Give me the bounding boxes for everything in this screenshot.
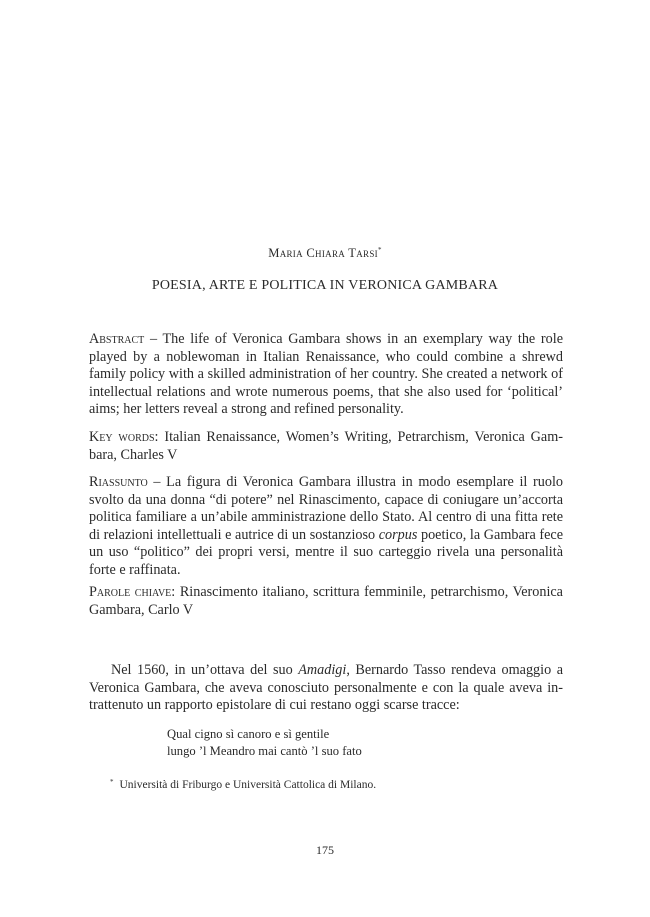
verse-line-1: Qual cigno sì canoro e sì gentile: [167, 727, 330, 741]
riassunto-line-4: [89, 527, 563, 545]
keywords-block: [89, 429, 563, 464]
body-italic-amadigi: Amadigi: [298, 662, 347, 678]
riassunto-line-4-start: di relazioni intellettuali e autrice di un sostanzioso: [89, 526, 379, 543]
riassunto-line-2: svolto da una donna “di potere” nel Rinascimento, capace di coniugare un’accorta: [89, 491, 563, 508]
parole-chiave-block: [89, 584, 563, 619]
riassunto-line-4-end: poetico, la Gambara fece: [417, 526, 563, 543]
body-line-3: trattenuto un rapporto epistolare di cui restano oggi scarse tracce:: [89, 697, 460, 713]
abstract-line-1: [89, 331, 563, 349]
author-footnote-mark: *: [377, 246, 382, 254]
body-line-1-end: , Bernardo Tasso rendeva omaggio a: [346, 662, 564, 678]
keywords-line-2: bara, Charles V: [89, 446, 178, 463]
keywords-heading: Key words: [89, 429, 155, 445]
parole-text: : Rinascimento italiano, scrittura femminile, petrarchismo, Veronica: [171, 584, 563, 600]
footnote-mark: *: [110, 778, 114, 786]
author-name: [0, 246, 650, 261]
parole-line-1: [89, 584, 563, 602]
verse-quote: [167, 726, 362, 759]
riassunto-italic-corpus: corpus: [378, 526, 418, 543]
parole-line-2: Gambara, Carlo V: [89, 601, 194, 618]
riassunto-line-6: forte e raffinata.: [89, 561, 181, 578]
riassunto-line-1: [89, 474, 563, 492]
abstract-line-3: family policy with a skilled administration of her country. She created a network of: [89, 366, 563, 382]
body-line-1: [89, 662, 563, 680]
abstract-heading: Abstract: [89, 331, 145, 347]
footnote: [110, 778, 376, 791]
parole-heading: Parole chiave: [89, 584, 172, 600]
article-title: POESIA, ARTE E POLITICA IN VERONICA GAMBARA: [151, 278, 499, 293]
body-line-2: Veronica Gambara, che aveva conosciuto personalmente e con la quale aveva in-: [89, 679, 563, 696]
abstract-line-5: aims; her letters reveal a strong and refined personality.: [89, 401, 404, 417]
riassunto-heading: Riassunto: [89, 474, 148, 490]
verse-line-2: lungo ’l Meandro mai cantò ’l suo fato: [167, 743, 362, 758]
footnote-text: Università di Friburgo e Università Cattolica di Milano.: [119, 779, 377, 791]
riassunto-line-5: un uso “politico” dei propri versi, mentre il suo carteggio rivela una personalità: [89, 544, 563, 560]
abstract-line-2: played by a noblewoman in Italian Renaissance, who could combine a shrewd: [89, 348, 563, 365]
author-text: Maria Chiara Tarsi: [268, 246, 378, 260]
riassunto-text: – La figura di Veronica Gambara illustra in modo esemplare il ruolo: [147, 474, 563, 490]
keywords-text: : Italian Renaissance, Women’s Writing, Petrarchism, Veronica Gam-: [154, 429, 563, 445]
riassunto-line-3: politica familiare a un’abile amministrazione dello Stato. Al centro di una fitta rete: [89, 509, 563, 525]
keywords-line-1: [89, 429, 563, 447]
riassunto-block: [89, 474, 563, 579]
page-number: 175: [316, 843, 334, 857]
abstract-line-4: intellectual relations and wrote numerous poems, that she also used for ‘political’: [89, 383, 563, 400]
body-line-1-start: Nel 1560, in un’ottava del suo: [111, 662, 299, 678]
abstract-block: [89, 331, 563, 419]
abstract-text: – The life of Veronica Gambara shows in an exemplary way the role: [144, 331, 563, 347]
body-paragraph: [89, 662, 563, 715]
